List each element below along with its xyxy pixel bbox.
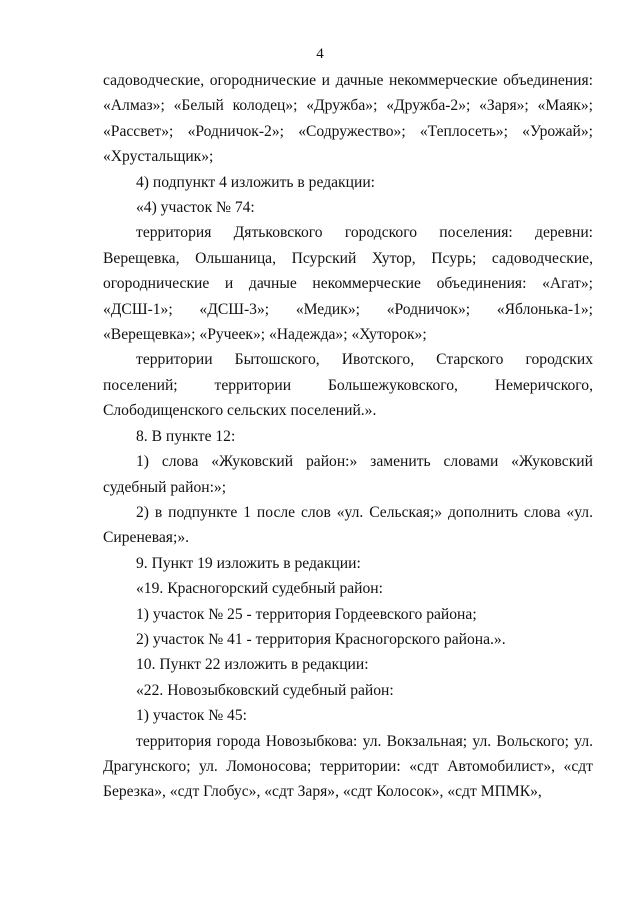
page-number: 4 <box>316 46 324 62</box>
paragraph: 9. Пункт 19 изложить в редакции: <box>136 554 361 572</box>
document-body <box>103 68 593 805</box>
paragraph: 2) в подпункте 1 после слов «ул. Сельская;» дополнить слова «ул. Сиреневая;». <box>103 503 593 547</box>
paragraph: 1) участок № 25 - территория Гордеевского района; <box>136 605 477 623</box>
paragraph: «19. Красногорский судебный район: <box>136 580 383 598</box>
paragraph: 10. Пункт 22 изложить в редакции: <box>136 656 369 674</box>
paragraph: 1) слова «Жуковский район:» заменить словами «Жуковский судебный район:»; <box>103 453 593 496</box>
paragraph: 8. В пункте 12: <box>136 427 236 445</box>
paragraph: «4) участок № 74: <box>136 199 255 217</box>
paragraph: «22. Новозыбковский судебный район: <box>136 681 394 699</box>
paragraph: территория города Новозыбкова: ул. Вокзальная; ул. Вольского; ул. Драгунского; ул. Ломоносова; территории: «сдт Автомобилист», «сдт Березка», «сдт Глобус», «сдт Заря», «сдт Колосок», «сдт МПМК», <box>103 732 593 801</box>
paragraph: территория Дятьковского городского поселения: деревни: Верещевка, Ольшаница, Псурский Хутор, Псурь; садоводческие, огороднические и дачные некоммерческие объединения: «Агат»; «ДСШ-1»; «ДСШ-3»; «Медик»; «Родничок»; «Яблонька-1»; «Верещевка»; «Ручеек»; «Надежда»; «Хуторок»; <box>103 224 593 344</box>
paragraph: 2) участок № 41 - территория Красногорского района.». <box>136 630 506 648</box>
paragraph: территории Бытошского, Ивотского, Старского городских поселений; территории Большежуковского, Немеричского, Слободищенского сельских поселений.». <box>103 351 593 420</box>
paragraph: 1) участок № 45: <box>136 707 247 725</box>
paragraph: садоводческие, огороднические и дачные некоммерческие объединения: «Алмаз»; «Белый колодец»; «Дружба»; «Дружба-2»; «Заря»; «Маяк»; «Рассвет»; «Родничок-2»; «Содружество»; «Теплосеть»; «Урожай»; «Хрустальщик»; <box>103 72 593 166</box>
paragraph: 4) подпункт 4 изложить в редакции: <box>136 173 375 191</box>
